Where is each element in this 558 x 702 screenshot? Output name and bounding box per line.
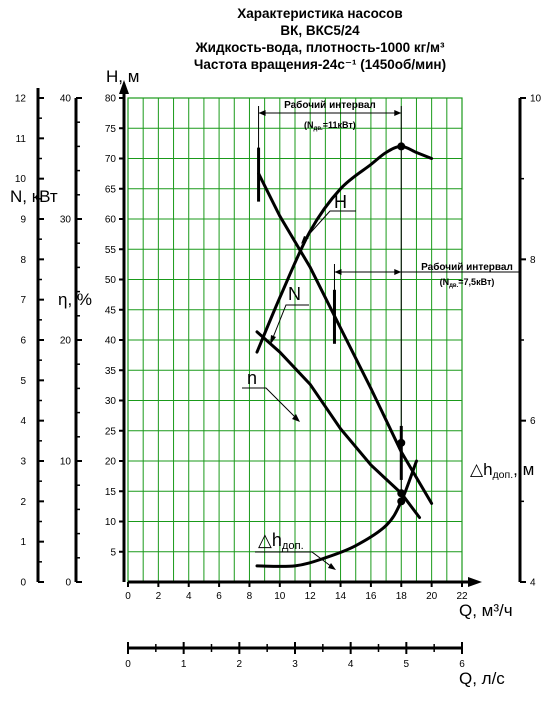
chart-title-line-4: Частота вращения-24с⁻¹ (1450об/мин) — [193, 57, 447, 72]
series-label-h: H — [334, 192, 347, 212]
h-axis-label: H, м — [106, 67, 140, 86]
x-axis-arrow — [468, 577, 482, 587]
n-tick-label: 0 — [20, 577, 26, 589]
x2-tick-label: 3 — [292, 659, 298, 670]
x-tick-label: 14 — [334, 591, 347, 602]
x2-tick-label: 4 — [347, 659, 354, 670]
series-line-h — [259, 174, 432, 504]
dh-tick-label: 8 — [530, 254, 536, 266]
h-tick-label: 5 — [110, 547, 116, 559]
interval-1-arrow-left — [259, 110, 266, 116]
h-tick-label: 45 — [104, 305, 116, 317]
x-axis-label: Q, м³/ч — [459, 601, 513, 620]
n-tick-label: 3 — [20, 456, 26, 468]
n-tick-label: 6 — [20, 335, 26, 347]
leader-eta — [242, 388, 296, 418]
n-tick-label: 5 — [20, 375, 26, 387]
chart-title-line-1: Характеристика насосов — [237, 6, 403, 21]
h-tick-label: 30 — [104, 396, 116, 407]
chart-title-line-3: Жидкость-вода, плотность-1000 кг/м³ — [195, 40, 445, 55]
interval-2-arrow-left — [334, 269, 341, 275]
x-tick-label: 12 — [304, 591, 316, 602]
n-tick-label: 1 — [20, 537, 26, 549]
n-tick-label: 11 — [15, 133, 26, 145]
x-tick-label: 18 — [395, 591, 407, 602]
x2-axis-label: Q, л/с — [459, 669, 505, 688]
h-tick-label: 70 — [104, 154, 116, 165]
eta-tick-label: 40 — [59, 93, 71, 105]
interval-1-sublabel: $(N_{дв.}=11кВт)$ — [304, 120, 356, 132]
n-tick-label: 10 — [14, 174, 26, 186]
dh-tick-label: 4 — [530, 577, 536, 589]
n-tick-label: 8 — [20, 254, 26, 266]
h-tick-label: 55 — [104, 244, 116, 256]
h-tick-label: 75 — [104, 123, 116, 135]
x-tick-label: 10 — [274, 591, 286, 602]
n-tick-label: 12 — [14, 93, 26, 105]
h-tick-label: 10 — [104, 517, 116, 528]
h-tick-label: 20 — [104, 456, 116, 468]
eta-tick-label: 30 — [59, 214, 71, 226]
h-tick-label: 50 — [104, 275, 116, 286]
series-label-dh: △hдоп. — [258, 530, 304, 552]
dh-axis-label: △hдоп., м — [470, 460, 535, 481]
h-tick-label: 25 — [104, 426, 116, 438]
h-tick-label: 35 — [104, 365, 116, 377]
dh-tick-label: 6 — [530, 416, 536, 428]
x2-tick-label: 2 — [236, 659, 243, 670]
x2-tick-label: 0 — [125, 659, 131, 670]
series-label-n: N — [288, 284, 301, 304]
series-label-eta: n — [247, 368, 258, 388]
leader-dh-arrow — [328, 563, 336, 570]
x-tick-label: 4 — [185, 591, 192, 602]
n-axis-label: N, кВт — [10, 187, 58, 206]
n-tick-label: 4 — [20, 416, 26, 428]
x-tick-label: 16 — [365, 591, 377, 602]
interval-2-label: Рабочий интервал — [421, 262, 513, 273]
eta-axis-label: η, % — [58, 290, 93, 309]
x-tick-label: 2 — [155, 591, 162, 602]
series-line-n — [257, 332, 420, 518]
eta-tick-label: 10 — [59, 456, 71, 468]
x2-tick-label: 6 — [459, 659, 465, 670]
h-tick-label: 80 — [104, 93, 116, 105]
x-tick-label: 0 — [125, 591, 131, 602]
x2-tick-label: 1 — [180, 659, 187, 670]
x-tick-label: 8 — [246, 591, 253, 602]
n-tick-label: 2 — [20, 496, 26, 508]
h-tick-label: 40 — [104, 335, 116, 347]
x-tick-label: 6 — [216, 591, 222, 602]
x2-tick-label: 5 — [403, 659, 410, 670]
h-tick-label: 65 — [104, 184, 116, 196]
chart-title-line-2: ВК, ВКС5/24 — [280, 23, 360, 38]
x-tick-label: 22 — [456, 591, 468, 602]
eta-tick-label: 0 — [65, 577, 71, 589]
h-tick-label: 15 — [104, 486, 116, 498]
interval-2-sublabel: $(N_{дв.}=7,5кВт)$ — [439, 277, 495, 289]
interval-2-arrow-right — [394, 269, 401, 275]
interval-1-arrow-right — [394, 110, 401, 116]
x-tick-label: 20 — [426, 591, 438, 602]
dh-tick-label: 10 — [530, 93, 542, 105]
n-tick-label: 9 — [20, 214, 26, 226]
n-tick-label: 7 — [20, 295, 26, 307]
interval-1-label: Рабочий интервал — [284, 100, 376, 111]
eta-tick-label: 20 — [59, 335, 71, 347]
h-tick-label: 60 — [104, 214, 116, 226]
